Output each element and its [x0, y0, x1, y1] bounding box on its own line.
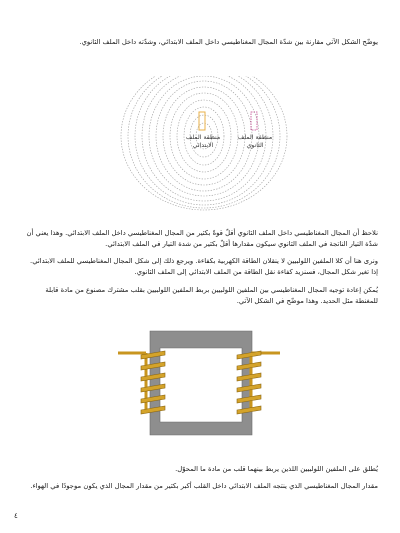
primary-coil-label: منطقة الملف الابتدائي	[185, 134, 221, 149]
secondary-coil-region	[251, 112, 257, 130]
paragraph-1: نلاحظ أن المجال المغناطيسي داخل الملف الثانوي أقلّ قوةً بكثير من المجال المغناطيسي داخل الملف الابتدائي. وهذا يعني أن شدّة التيار الناتجة في الملف الثانوي سيكون مقدارها أقلّ بكثير من شدة التيار في الملف الابتدائي.	[26, 229, 378, 248]
primary-coil-region	[199, 112, 205, 130]
paragraph-3: يُمكن إعادة توجيه المجال المغناطيسي بين الملفين اللولبيين بربط الملفين اللولبيين بقلب مشترك مصنوع من مادة قابلة للمغنطة مثل الحديد. وهذا موضّح في الشكل الآتي.	[45, 286, 378, 305]
paragraph-4: يُطلق على الملفين اللولبيين اللذين يربط بينهما قلب من مادة ما المحوّل.	[175, 465, 378, 473]
field-lines-diagram	[118, 76, 290, 226]
paragraph-2: ونرى هنا أن كلا الملفين اللولبيين لا ينقلان الطاقة الكهربية بكفاءة. ويرجع ذلك إلى شكل المجال المغناطيسي للملف الابتدائي. إذا تغير شكل المجال، فسنزيد كفاءة نقل الطاقة من الملف الابتدائي إلى الملف الثانوي.	[30, 257, 378, 276]
iron-core	[150, 331, 252, 435]
secondary-coil-label: منطقة الملف الثانوي	[237, 134, 273, 149]
paragraph-5: مقدار المجال المغناطيسي الذي ينتجه الملف الابتدائي داخل القلب أكبر بكثير من مقدار المجال الذي يكون موجودًا في الهواء.	[30, 482, 378, 490]
transformer-diagram	[116, 330, 282, 436]
page-number: ٤	[14, 512, 18, 520]
transformer-figure	[116, 330, 282, 436]
magnetic-field-figure	[118, 76, 290, 226]
intro-paragraph: يوضّح الشكل الآتي مقارنة بين شدّة المجال المغناطيسي داخل الملف الابتدائي، وشدّته داخل الملف الثانوي.	[79, 38, 378, 46]
